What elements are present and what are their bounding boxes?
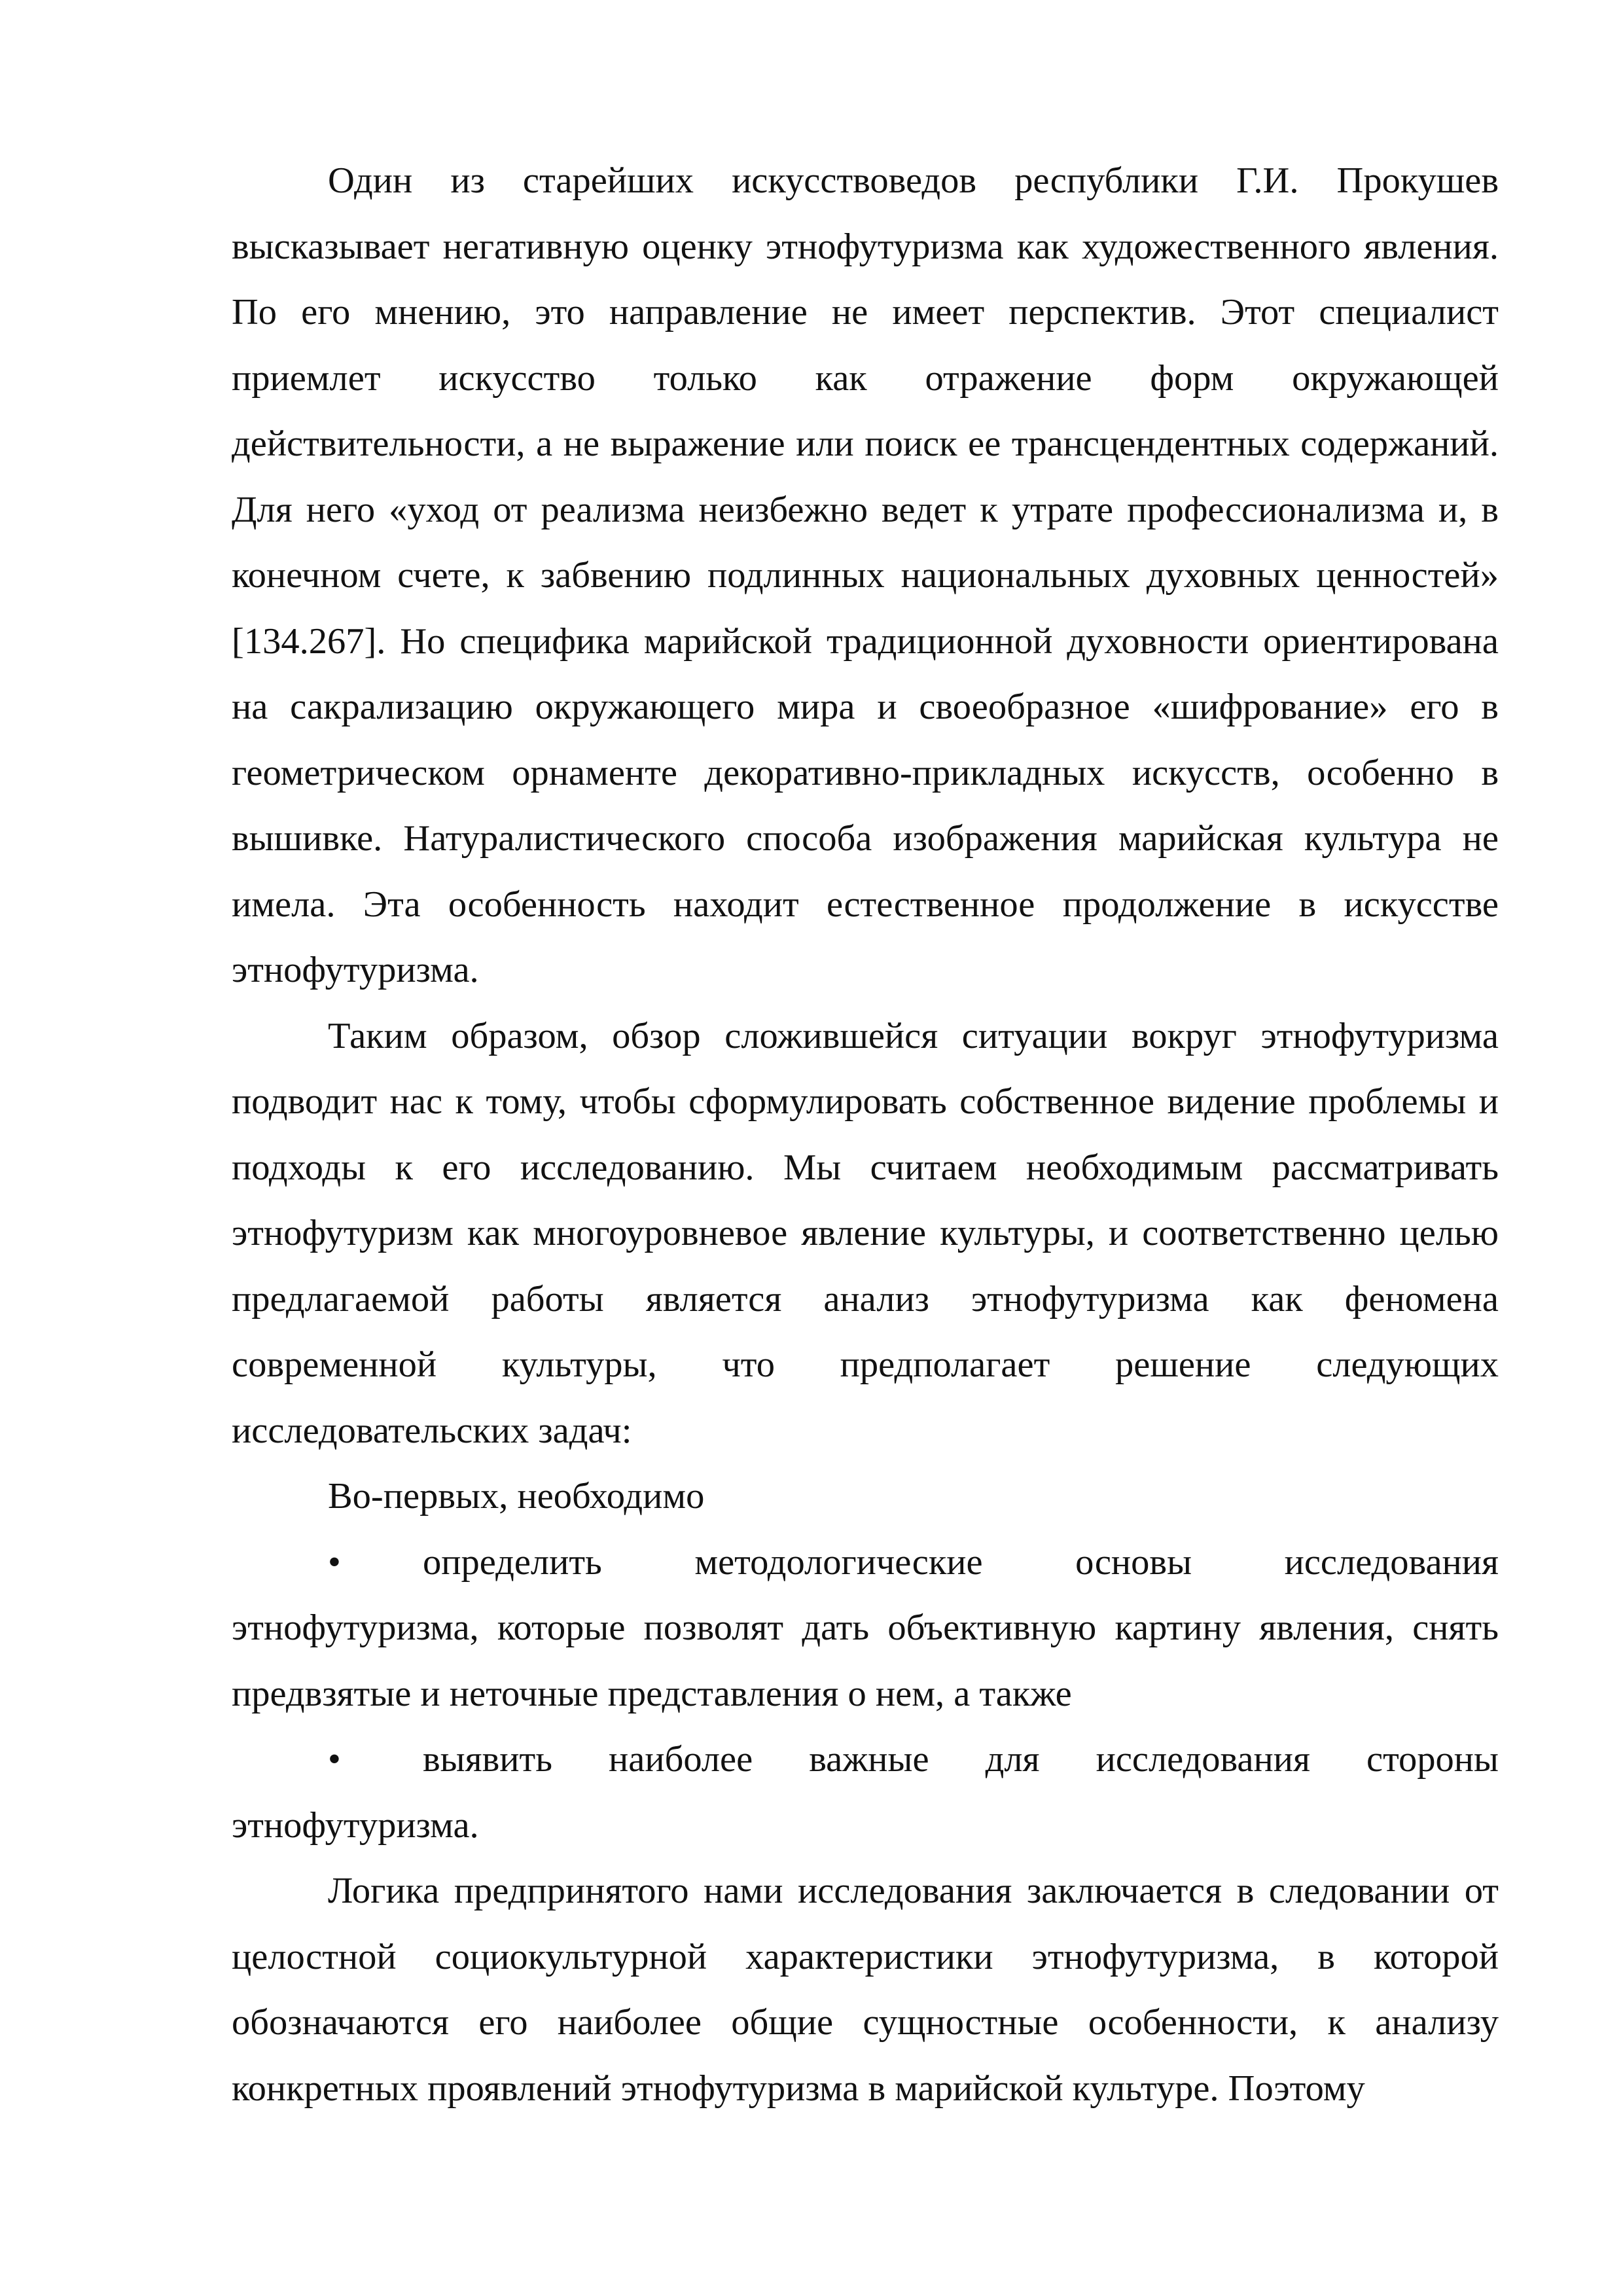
paragraph-logic: Логика предпринятого нами исследования заключается в следовании от целостной социокультурной характеристики этнофутуризма, в которой обозначаются его наиболее общие сущностные особенности, к анализу конкретных проявлений этнофутуризма в марийской культуре. Поэтому — [232, 1871, 1499, 2109]
bullet-icon: • — [328, 1739, 341, 1780]
bullet-item — [232, 1530, 1499, 1727]
bullet-icon: • — [328, 1541, 341, 1583]
bullet-text: выявить наиболее важные для исследования стороны этнофутуризма. — [232, 1739, 1499, 1846]
bullet-text: определить методологические основы исследования этнофутуризма, которые позволят дать объективную картину явления, снять предвзятые и неточные представления о нем, а также — [232, 1541, 1499, 1714]
paragraph-prokushev: Один из старейших искусствоведов республики Г.И. Прокушев высказывает негативную оценку этнофутуризма как художественного явления. По его мнению, это направление не имеет перспектив. Этот специалист приемлет искусство только как отражение форм окружающей действительности, а не выражение или поиск ее трансцендентных содержаний. Для него «уход от реализма неизбежно ведет к утрате профессионализма и, в конечном счете, к забвению подлинных национальных духовных ценностей» [134.267]. Но специфика марийской традиционной духовности ориентирована на сакрализацию окружающего мира и своеобразное «шифрование» его в геометрическом орнаменте декоративно-прикладных искусств, особенно в вышивке. Натуралистического способа изображения марийская культура не имела. Эта особенность находит естественное продолжение в искусстве этнофутуризма. — [232, 160, 1499, 990]
bullet-item — [232, 1727, 1499, 1858]
document-body — [232, 148, 1499, 2121]
paragraph-first: Во-первых, необходимо — [328, 1476, 705, 1516]
paragraph-overview: Таким образом, обзор сложившейся ситуации вокруг этнофутуризма подводит нас к тому, чтобы сформулировать собственное видение проблемы и подходы к его исследованию. Мы считаем необходимым рассматривать этнофутуризм как многоуровневое явление культуры, и соответственно целью предлагаемой работы является анализ этнофутуризма как феномена современной культуры, что предполагает решение следующих исследовательских задач: — [232, 1015, 1499, 1451]
